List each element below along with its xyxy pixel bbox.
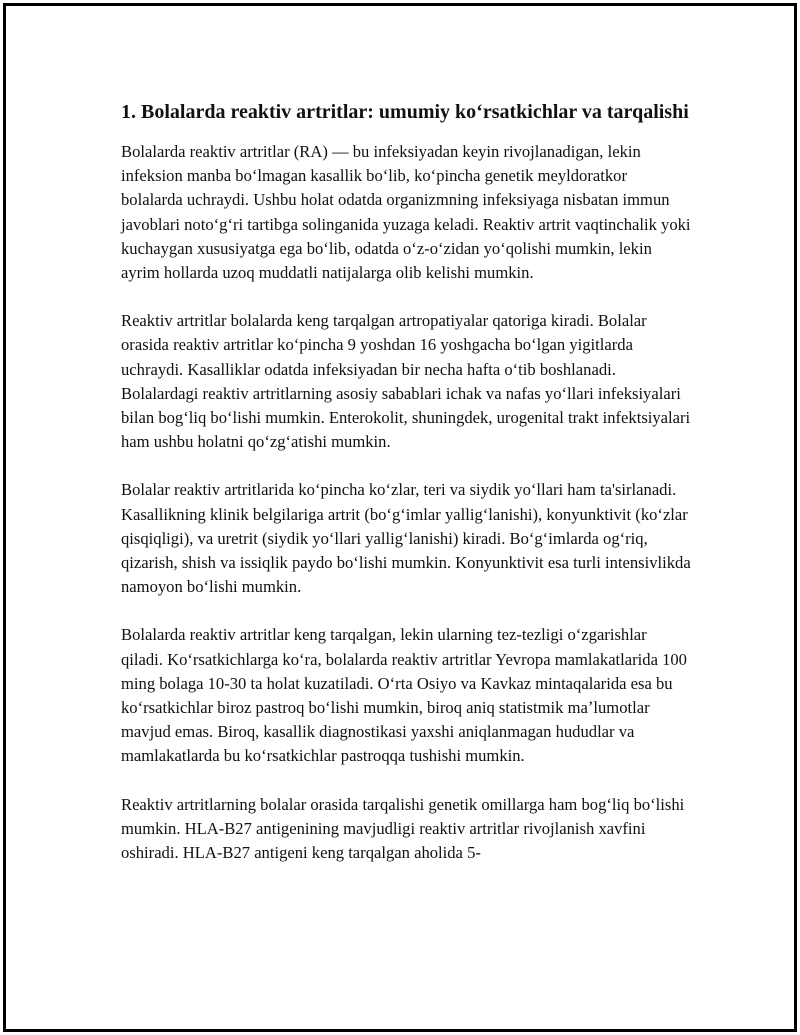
paragraph-definition: Bolalarda reaktiv artritlar (RA) — bu infeksiyadan keyin rivojlanadigan, lekin infeksion manba boʻlmagan kasallik boʻlib, koʻpincha genetik meyldoratkor bolalarda uchraydi. Ushbu holat odatda organizmning infeksiyaga nisbatan immun javoblari notoʻgʻri tartibga solinganida yuzaga keladi. Reaktiv artrit vaqtinchalik yoki kuchaygan xususiyatga ega boʻlib, odatda oʻz-oʻzidan yoʻqolishi mumkin, lekin ayrim hollarda uzoq muddatli natijalarga olib kelishi mumkin. bbox=[121, 142, 691, 283]
paragraph-prevalence-age: Reaktiv artritlar bolalarda keng tarqalgan artropatiyalar qatoriga kiradi. Bolalar orasida reaktiv artritlar koʻpincha 9 yoshdan 16 yoshgacha boʻlgan yigitlarda uchraydi. Kasalliklar odatda infeksiyadan bir necha hafta oʻtib boshlanadi. Bolalardagi reaktiv artritlarning asosiy sabablari ichak va nafas yoʻllari infeksiyalari bilan bogʻliq boʻlishi mumkin. Enterokolit, shuningdek, urogenital trakt infektsiyalari ham ushbu holatni qoʻzgʻatishi mumkin. bbox=[121, 311, 691, 452]
paragraph-statistics: Bolalarda reaktiv artritlar keng tarqalgan, lekin ularning tez-tezligi oʻzgarishlar qiladi. Koʻrsatkichlarga koʻra, bolalarda reaktiv artritlar Yevropa mamlakatlarida 100 ming bolaga 10-30 ta holat kuzatiladi. Oʻrta Osiyo va Kavkaz mintaqalarida esa bu koʻrsatkichlar biroz pastroq boʻlishi mumkin, biroq aniq statistmik maʼlumotlar mavjud emas. Biroq, kasallik diagnostikasi yaxshi aniqlanmagan hududlar va mamlakatlarda bu koʻrsatkichlar pastroqqa tushishi mumkin. bbox=[121, 625, 687, 766]
paragraph-clinical-signs: Bolalar reaktiv artritlarida koʻpincha koʻzlar, teri va siydik yoʻllari ham ta'sirlanadi. Kasallikning klinik belgilariga artrit (boʻgʻimlar yalligʻlanishi), konyunktivit (koʻzlar qisqiqligi), va uretrit (siydik yoʻllari yalligʻlanishi) kiradi. Boʻgʻimlarda ogʻriq, qizarish, shish va issiqlik paydo boʻlishi mumkin. Konyunktivit esa turli intensivlikda namoyon boʻlishi mumkin. bbox=[121, 480, 691, 597]
paragraph-genetic-factors: Reaktiv artritlarning bolalar orasida tarqalishi genetik omillarga ham bogʻliq boʻlishi mumkin. HLA-B27 antigenining mavjudligi reaktiv artritlar rivojlanish xavfini oshiradi. HLA-B27 antigeni keng tarqalgan aholida 5- bbox=[121, 794, 685, 863]
document-page bbox=[3, 3, 797, 1032]
document-body bbox=[121, 99, 691, 889]
document-title: 1. Bolalarda reaktiv artritlar: umumiy koʻrsatkichlar va tarqalishi bbox=[121, 101, 689, 123]
